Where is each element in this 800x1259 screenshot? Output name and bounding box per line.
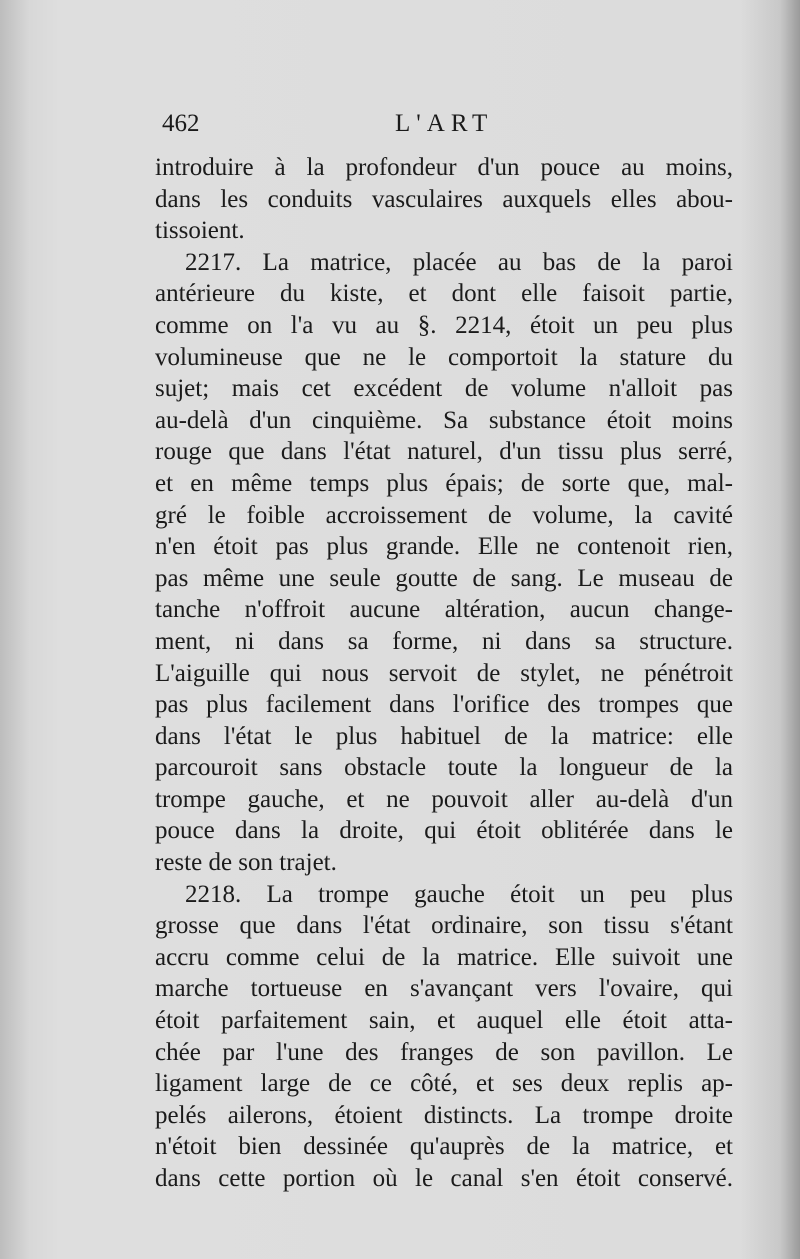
text-line: ment, ni dans sa forme, ni dans sa structure. [155, 627, 733, 655]
text-line: volumineuse que ne le comportoit la stature du [155, 343, 733, 371]
page-header [162, 110, 722, 150]
text-line: reste de son trajet. [155, 849, 337, 877]
running-head: L'ART [395, 110, 494, 137]
text-line: au-delà d'un cinquième. Sa substance étoit moins [155, 406, 733, 434]
text-line: sujet; mais cet excédent de volume n'alloit pas [155, 375, 733, 403]
body-text [155, 152, 733, 1195]
text-line: dans cette portion où le canal s'en étoit conservé. [155, 1165, 733, 1192]
text-line: et en même temps plus épais; de sorte que, mal- [155, 469, 733, 497]
text-line: tanche n'offroit aucune altération, aucun change- [155, 596, 733, 624]
text-line: n'étoit bien dessinée qu'auprès de la matrice, et [155, 1133, 733, 1161]
text-line: gré le foible accroissement de volume, la cavité [155, 501, 733, 529]
text-line: trompe gauche, et ne pouvoit aller au-delà d'un [155, 785, 733, 813]
text-line: parcouroit sans obstacle toute la longueur de la [155, 754, 733, 782]
text-line: marche tortueuse en s'avançant vers l'ovaire, qui [155, 975, 733, 1003]
text-line: comme on l'a vu au §. 2214, étoit un peu plus [155, 311, 733, 339]
text-line: ligament large de ce côté, et ses deux replis ap- [155, 1070, 733, 1098]
text-line: accru comme celui de la matrice. Elle suivoit une [155, 943, 733, 971]
text-line: pelés ailerons, étoient distincts. La trompe droite [155, 1101, 733, 1129]
text-line: 2218. La trompe gauche étoit un peu plus [185, 880, 733, 908]
text-line: L'aiguille qui nous servoit de stylet, ne pénétroit [155, 659, 733, 687]
text-line: 2217. La matrice, placée au bas de la paroi [185, 248, 733, 276]
text-line: pas plus facilement dans l'orifice des trompes que [155, 691, 733, 719]
text-line: pas même une seule goutte de sang. Le museau de [155, 564, 733, 592]
text-line: antérieure du kiste, et dont elle faisoit partie, [155, 280, 733, 308]
text-line: rouge que dans l'état naturel, d'un tissu plus serré, [155, 438, 733, 466]
text-line: pouce dans la droite, qui étoit oblitérée dans le [155, 817, 733, 845]
text-line: n'en étoit pas plus grande. Elle ne contenoit rien, [155, 533, 733, 561]
text-line: chée par l'une des franges de son pavillon. Le [155, 1038, 733, 1066]
page-number: 462 [162, 110, 200, 137]
text-line: dans les conduits vasculaires auxquels elles abou- [155, 185, 733, 213]
text-line: introduire à la profondeur d'un pouce au moins, [155, 154, 733, 181]
text-line: tissoient. [155, 217, 245, 245]
text-line: étoit parfaitement sain, et auquel elle étoit atta- [155, 1007, 733, 1035]
text-line: dans l'état le plus habituel de la matrice: elle [155, 722, 733, 750]
text-line: grosse que dans l'état ordinaire, son tissu s'étant [155, 912, 733, 940]
